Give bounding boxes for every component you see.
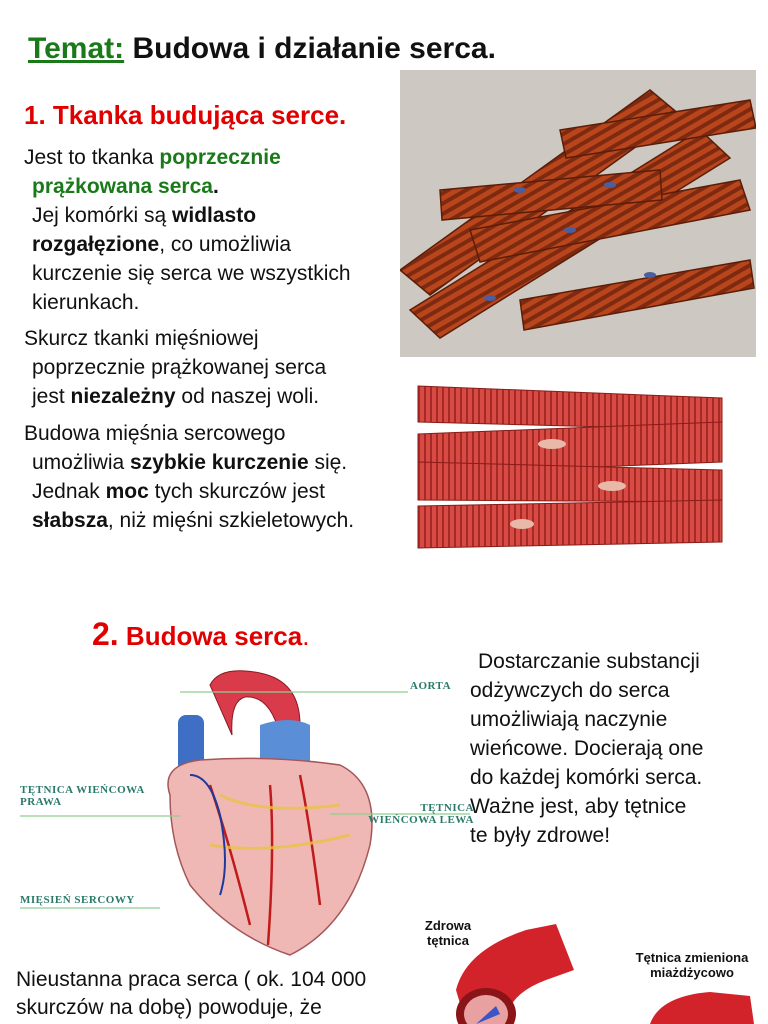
text-span: tych skurczów jest — [148, 480, 325, 503]
bold-term: rozgałęzione — [32, 233, 160, 256]
label-line: miażdżycowo — [650, 965, 734, 980]
muscle-fibers-illustration — [412, 382, 728, 554]
text-span: . — [212, 175, 219, 198]
label-left-coronary — [366, 802, 474, 826]
heading-dot: . — [302, 621, 310, 651]
diseased-artery-illustration — [640, 990, 756, 1024]
text-span: się. — [308, 451, 348, 474]
text-line: Skurcz tkanki mięśniowej — [24, 327, 259, 350]
highlight-term: poprzecznie — [159, 146, 281, 169]
text-span: , co umożliwia — [159, 233, 292, 256]
healthy-artery-illustration — [436, 910, 576, 1024]
label-diseased-artery — [626, 950, 758, 980]
page-title — [28, 32, 496, 66]
bold-term: moc — [105, 480, 149, 503]
text-line: wieńcowe. Docierają one — [470, 737, 704, 760]
text-span: jest — [32, 385, 71, 408]
section1-heading: 1. Tkanka budująca serce. — [24, 100, 347, 130]
paragraph-tissue-type — [24, 143, 351, 317]
text-line: te były zdrowe! — [470, 824, 611, 847]
heading-number: 2. — [92, 616, 119, 652]
label-line: TĘTNICA — [420, 802, 474, 814]
text-span: umożliwia — [32, 451, 131, 474]
text-line: Dostarczanie substancji — [478, 650, 700, 673]
bold-term: szybkie kurczenie — [130, 451, 309, 474]
paragraph-heart-workload — [16, 966, 366, 1022]
text-span: , niż mięśni szkieletowych. — [107, 509, 355, 532]
text-span: od naszej woli. — [175, 385, 320, 408]
highlight-term: prążkowana serca — [32, 175, 213, 198]
section2-heading — [92, 616, 309, 653]
label-line: tętnica — [427, 933, 469, 948]
label-line: Tętnica zmieniona — [635, 950, 749, 965]
text-line: skurczów na dobę) powoduje, że — [16, 996, 322, 1019]
label-heart-muscle: MIĘSIEŃ SERCOWY — [20, 894, 135, 906]
bold-term: niezależny — [70, 385, 176, 408]
heading-text: Budowa serca — [118, 621, 303, 651]
label-right-coronary — [20, 784, 145, 808]
text-line: Nieustanna praca serca ( ok. 104 000 — [16, 968, 367, 991]
paragraph-involuntary — [24, 324, 326, 411]
text-span: Jest to tkanka — [24, 146, 160, 169]
label-line: WIEŃCOWA LEWA — [368, 814, 474, 826]
paragraph-coronary-vessels — [470, 647, 703, 850]
text-line: kierunkach. — [32, 291, 140, 314]
text-line: umożliwiają naczynie — [470, 708, 668, 731]
paragraph-contraction — [24, 419, 354, 535]
label-aorta: AORTA — [410, 680, 452, 692]
label-line: TĘTNICA WIEŃCOWA — [20, 784, 145, 796]
label-line: PRAWA — [20, 796, 62, 808]
bold-term: widlasto — [172, 204, 257, 227]
text-line: do każdej komórki serca. — [470, 766, 703, 789]
title-text: Budowa i działanie serca. — [132, 32, 496, 65]
text-line: Budowa mięśnia sercowego — [24, 422, 286, 445]
title-prefix: Temat: — [28, 32, 125, 65]
text-span: Jednak — [32, 480, 106, 503]
cardiac-muscle-illustration — [400, 70, 756, 357]
text-line: kurczenie się serca we wszystkich — [32, 262, 351, 285]
text-line: Ważne jest, aby tętnice — [470, 795, 687, 818]
text-line: odżywczych do serca — [470, 679, 670, 702]
bold-term: słabsza — [32, 509, 108, 532]
text-span: Jej komórki są — [32, 204, 173, 227]
text-line: poprzecznie prążkowanej serca — [32, 356, 327, 379]
label-line: Zdrowa — [424, 918, 472, 933]
